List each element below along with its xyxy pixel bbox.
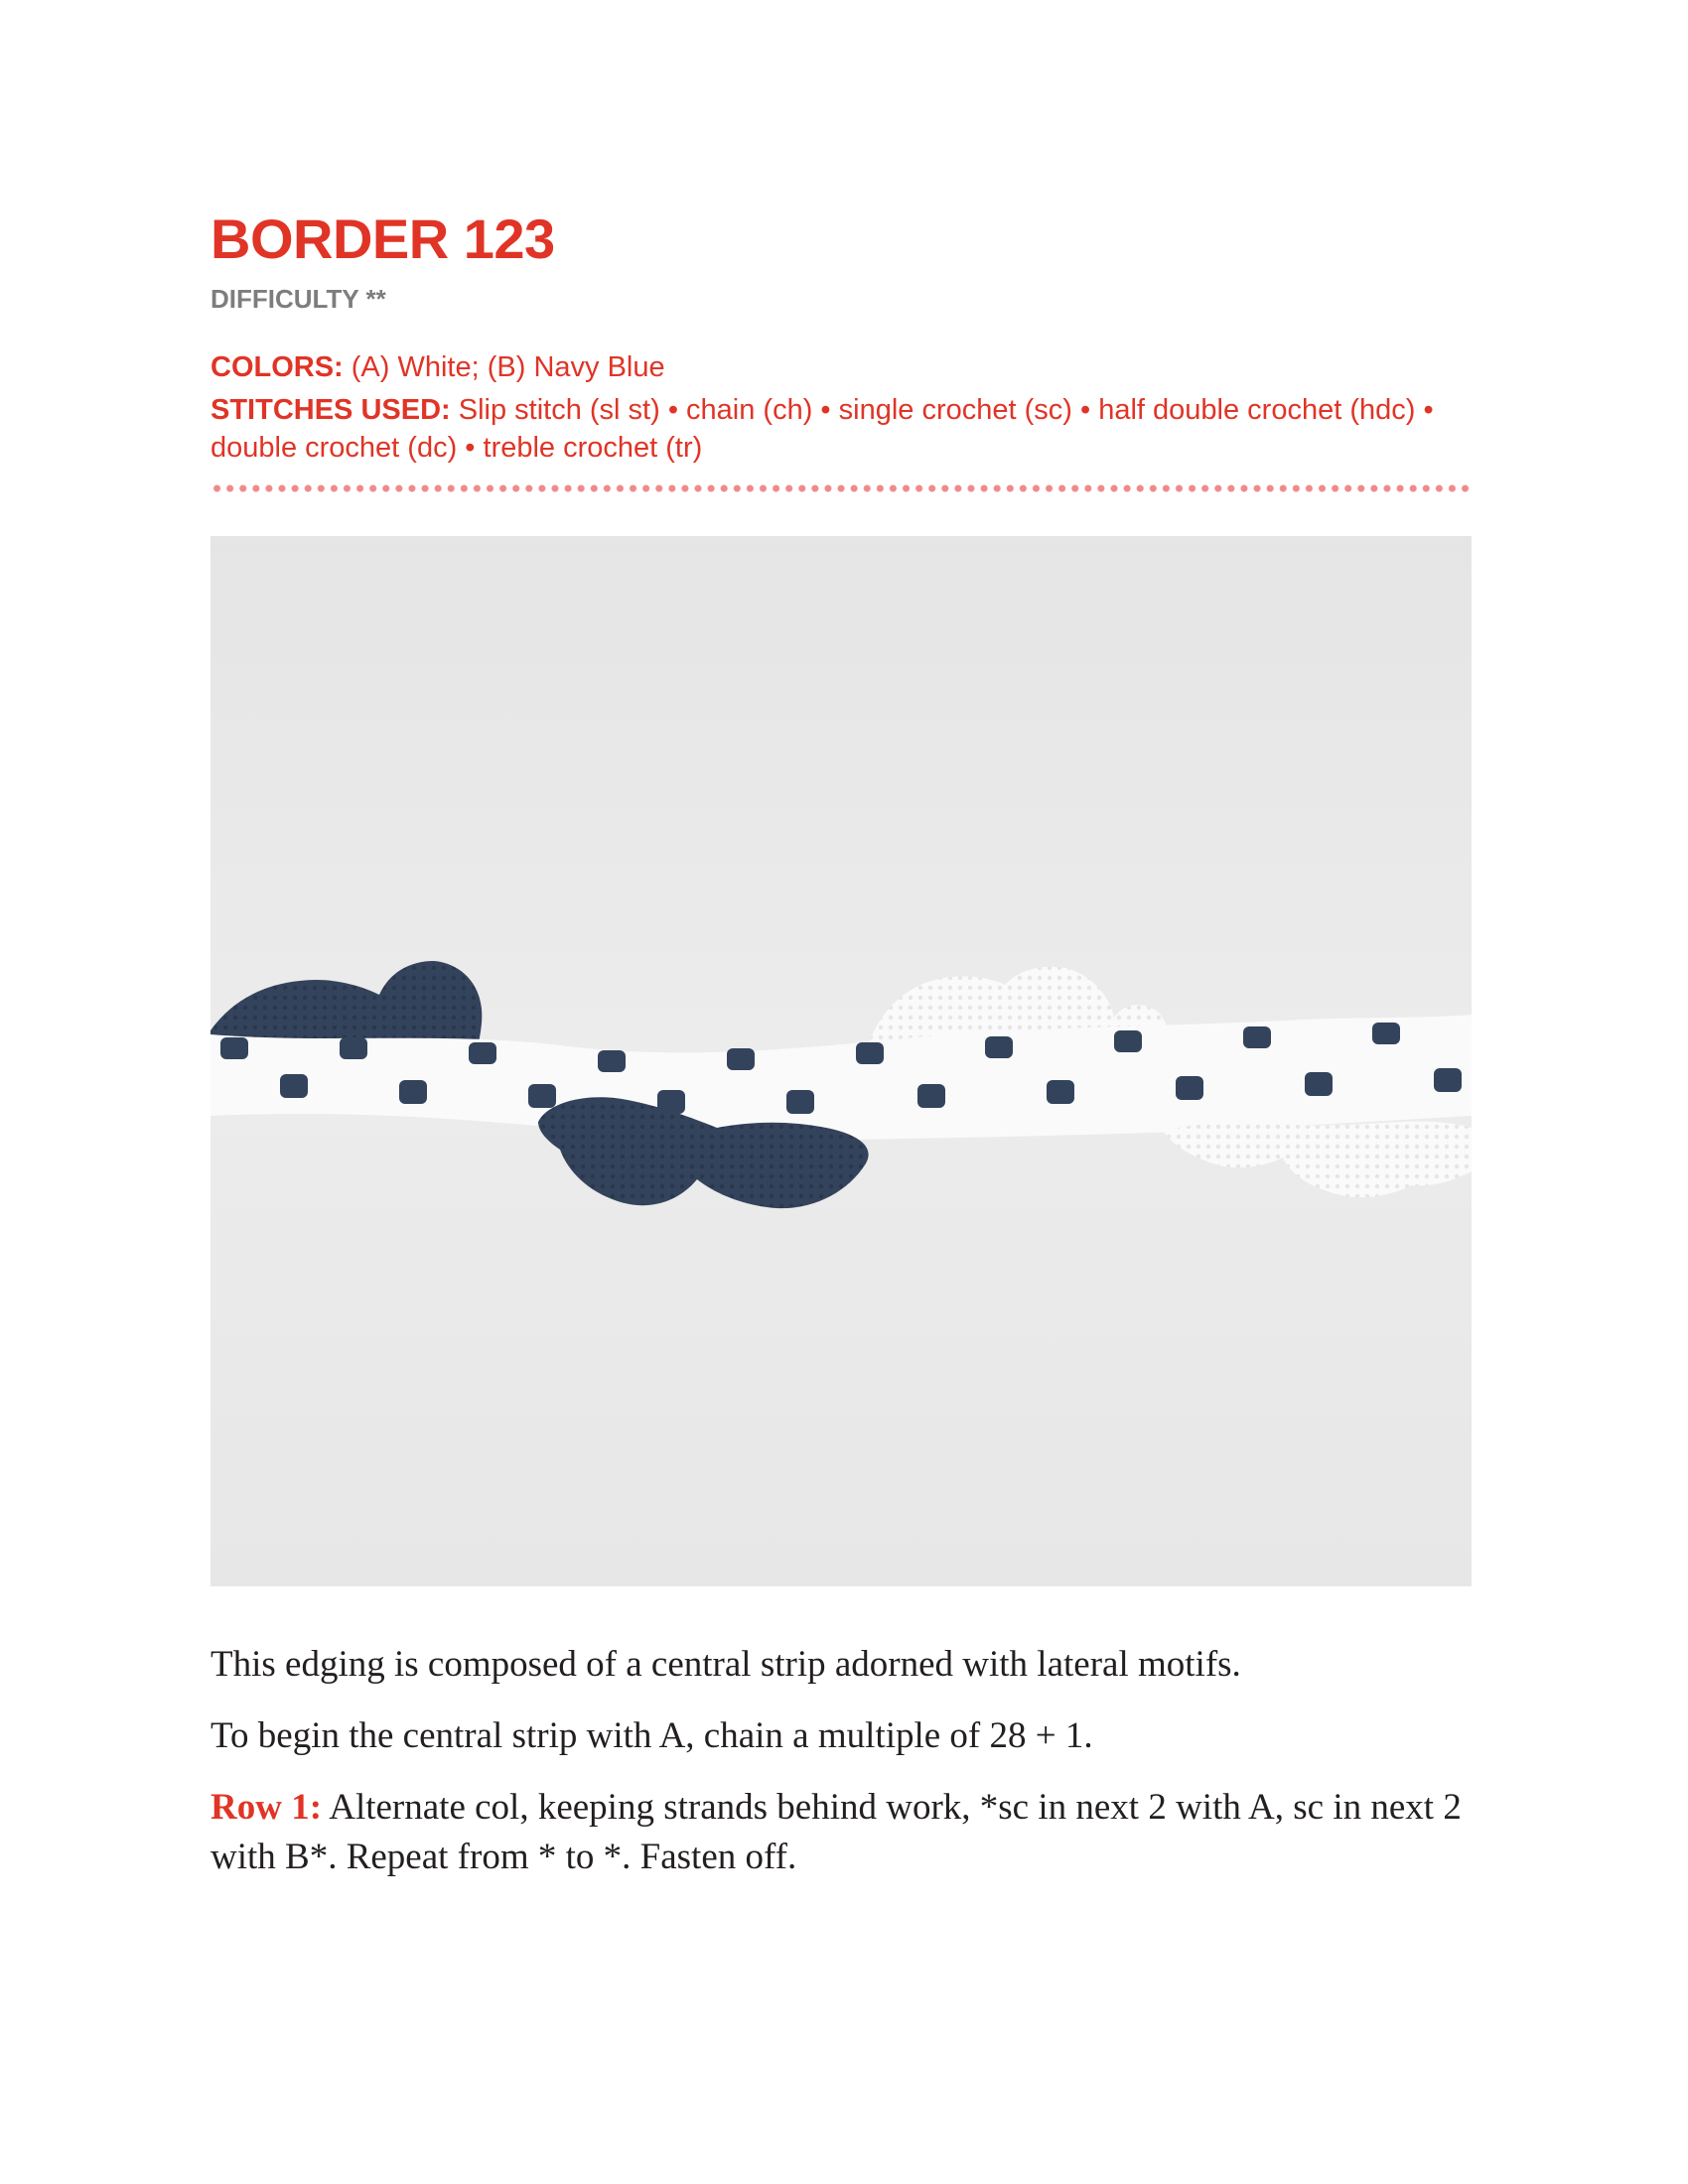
intro-paragraph: This edging is composed of a central strip adorned with lateral motifs. [211,1644,1241,1685]
colors-value: (A) White; (B) Navy Blue [343,351,665,383]
stitches-label: STITCHES USED: [211,394,451,426]
stitches-line [211,391,1472,467]
crochet-border-photo [211,536,1472,1586]
dotted-divider [211,484,1474,492]
begin-instruction: To begin the central strip with A, chain a multiple of 28 + 1. [211,1715,1093,1756]
stitches-value: Slip stitch (sl st) • chain (ch) • single crochet (sc) • half double crochet (hdc) • double crochet (dc) • treble crochet (tr) [211,394,1434,464]
row-1-instruction [211,1783,1472,1882]
difficulty-rating: DIFFICULTY ** [211,284,386,314]
page-title: BORDER 123 [211,207,555,270]
row-1-text: Alternate col, keeping strands behind work, *sc in next 2 with A, sc in next 2 with B*. Repeat from * to *. Fasten off. [211,1787,1462,1877]
colors-line [211,348,1472,386]
white-bottom-motif [1164,1121,1472,1197]
colors-label: COLORS: [211,351,344,383]
crochet-border-illustration [211,536,1472,1586]
row-1-label: Row 1: [211,1787,323,1828]
